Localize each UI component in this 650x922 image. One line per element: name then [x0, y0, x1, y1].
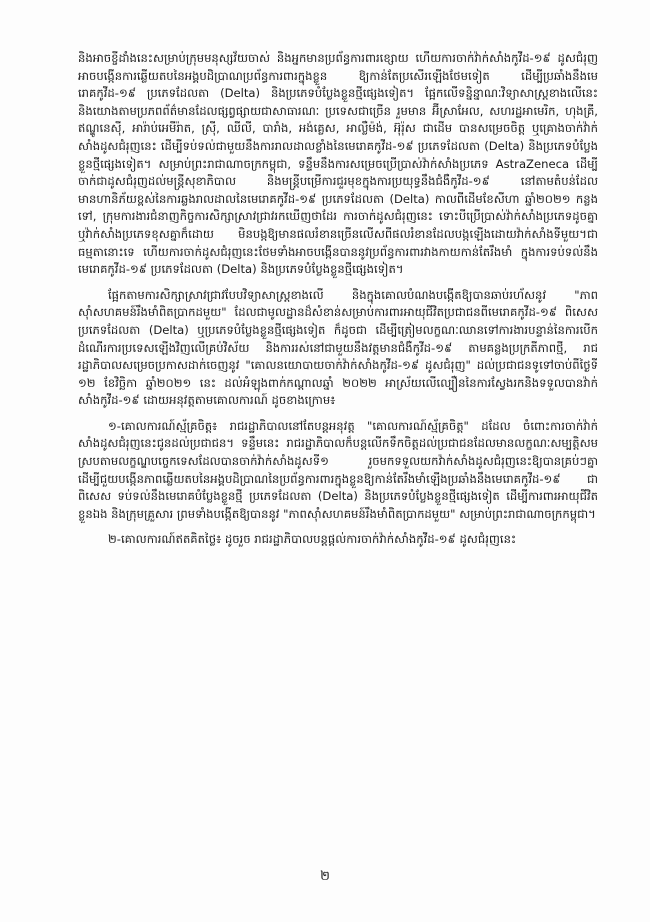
paragraph-principle-2: ២-គោលការណ៍ឥតគិតថ្លៃ៖ ដូចរួច រាជរដ្ឋាភិបាលបន្តផ្តល់ការចាក់វ៉ាក់សាំងកូវីដ-១៩ ដូសជំរុញនេះ	[108, 532, 517, 547]
paragraph-principle-1: ១-គោលការណ៍ស្ម័គ្រចិត្ត៖ រាជរដ្ឋាភិបាលនៅតែបន្តអនុវត្ត "គោលការណ៍ស្ម័គ្រចិត្ត" ដដែល ចំពោះការចាក់វ៉ាក់សាំងដូសជំរុញនេះជូនដល់ប្រជាជន។ ទន្ទឹមនេះ រាជរដ្ឋាភិបាលក៏បន្តលើកទឹកចិត្តដល់ប្រជាជនដែលមានលក្ខណៈសម្បត្តិសមស្របតាមលក្ខណ្ឌបច្ចេកទេសដែលបានចាក់វ៉ាក់សាំងដូសទី១ រួចមកទទួលយកវ៉ាក់សាំងដូសជំរុញនេះឱ្យបានគ្រប់ៗគ្នា ដើម្បីជួយបង្កើនភាពឆ្លើយតបនៃអង្គបដិប្រាណនៃប្រព័ន្ធការពារក្នុងខ្លួនឱ្យកាន់តែរឹងមាំឡើងប្រឆាំងនឹងមេរោគកូវីដ-១៩ ជាពិសេស ទប់ទល់នឹងមេរោគបំប្លែងខ្លួនថ្មី ប្រភេទដែលតា (Delta) និងប្រភេទបំប្លែងខ្លួនថ្មីផ្សេងទៀត ដើម្បីការពារអាយុជីវិតខ្លួនឯង និងក្រុមគ្រួសារ ព្រមទាំងបង្កើតឱ្យបាននូវ "ភាពស៊ាំសហគមន៍រឹងមាំពិតប្រាកដមួយ" សម្រាប់ព្រះរាជាណាចក្រកម្ពុជា។	[78, 418, 598, 521]
page-number: ២	[320, 869, 330, 884]
document-body	[78, 50, 598, 557]
paragraph-2: ផ្អែកតាមការសិក្សាស្រាវជ្រាវបែបវិទ្យាសាស្ត្រខាងលើ និងក្នុងគោលបំណងបង្កើតឱ្យបានឆាប់រហ័សនូវ "ភាពស៊ាំសហគមន៍រឹងមាំពិតប្រាកដមួយ" ដែលជាមូលដ្ឋានដ៏សំខាន់សម្រាប់ការពារអាយុជីវិតប្រជាជនពីមេរោគកូវីដ-១៩ ពិសេស ប្រភេទដែលតា (Delta) ឬប្រភេទបំប្លែងខ្លួនថ្មីផ្សេងទៀត ក៏ដូចជា ដើម្បីត្រៀមលក្ខណៈឈានទៅការងារបន្ទាន់នៃការបើកដំណើរការប្រទេសឡើងវិញលើគ្រប់វិស័យ និងការរស់នៅជាមួយនឹងវត្តមានជំងឺកូវីដ-១៩ តាមគន្លងប្រក្រតីភាពថ្មី, រាជរដ្ឋាភិបាលសម្រេចប្រកាសដាក់ចេញនូវ "គោលនយោបាយចាក់វ៉ាក់សាំងកូវីដ-១៩ ដូសជំរុញ" ដល់ប្រជាជនទូទៅចាប់ពីថ្ងៃទី ១២ ខែវិច្ឆិកា ឆ្នាំ២០២១ នេះ ដល់អំឡុងពាក់កណ្តាលឆ្នាំ ២០២២ អាស្រ័យលើល្បឿននៃការស្វែងរកនិងទទួលបានវ៉ាក់សាំងកូវីដ-១៩ ដោយអនុវត្តតាមគោលការណ៍ ដូចខាងក្រោម៖	[78, 287, 598, 408]
paragraph-1: និងអាចខ្ចីដាំងនេះសម្រាប់ក្រុមមនុស្សវ័យចាស់ និងអ្នកមានប្រព័ន្ធការពារខ្សោយ ហើយការចាក់វ៉ាក់សាំងកូវីដ-១៩ ដូសជំរុញ អាចបង្កើនការឆ្លើយតបនៃអង្គបដិប្រាណប្រព័ន្ធការពារក្នុងខ្លួន ឱ្យកាន់តែប្រសើរឡើងថែមទៀត ដើម្បីប្រឆាំងនឹងមេរោគកូវីដ-១៩ ប្រភេទដែលតា (Delta) និងប្រភេទបំប្លែងខ្លួនថ្មីផ្សេងទៀត។ ផ្អែកលើទន្និន្នាណៈវិទ្យាសាស្ត្រខាងលើនេះ និងយោងតាមប្រភពព័ត៌មានដែលផ្សព្វផ្សាយជាសាធារណៈ ប្រទេសជាច្រើន រួមមាន អ៊ីស្រាអែល, សហរដ្ឋអាមេរិក, ហុងគ្រី, ឥណ្ឌូនេស៊ី, អារ៉ាប់អេមីរ៉ាត, ស្រ៊ី, ឈីលី, បារាំង, អង់គ្លេស, អាល្លឺម៉ង់, អ៊ុរ៉ុស ជាដើម បានសម្រេចចិត្ត ឬគ្រោងចាក់វ៉ាក់សាំងដូសជំរុញនេះ ដើម្បីទប់ទល់ជាមួយនឹងការរាលដាលខ្លាំងនៃមេរោគកូវីដ-១៩ ប្រភេទដែលតា (Delta) និងប្រភេទបំប្លែងខ្លួនថ្មីផ្សេងទៀត។ សម្រាប់ព្រះរាជាណាចក្រកម្ពុជា, ទន្ទឹមនឹងការសម្រេចប្រើប្រាស់វ៉ាក់សាំងប្រភេទ AstraZeneca ដើម្បីចាក់ជាដូសជំរុញដល់មន្ត្រីសុខាភិបាល និងមន្ត្រីបម្រើការជួរមុខក្នុងការប្រយុទ្ធនឹងជំងឺកូវីដ-១៩ នៅតាមតំបន់ដែលមានហានិភ័យខ្ពស់នៃការឆ្លងរាលដាលនៃមេរោគកូវីដ-១៩ ប្រភេទដែលតា (Delta) កាលពីដើមខែសីហា ឆ្នាំ២០២១ កន្លងទៅ, ក្រុមការងារជំនាញកិច្ចការសិក្សាស្រាវជ្រាវរកឃើញថាដែរ ការចាក់ដូសជំរុញនេះ ទោះបីប្រើប្រាស់វ៉ាក់សាំងប្រភេទដូចគ្នា ឬវ៉ាក់សាំងប្រភេទខុសគ្នាក៏ដោយ មិនបង្កឱ្យមានផលរំខានច្រើនលើសពីផលរំខានដែលបង្កឡើងដោយវ៉ាក់សាំងទីមួយ។ជាធម្មតានោះទេ ហើយការចាក់ដូសជំរុញនេះថែមទាំងអាចបង្កើនបាននូវប្រព័ន្ធការពារវាងកាយកាន់តែរឹងមាំ ក្នុងការទប់ទល់នឹងមេរោគកូវីដ-១៩ ប្រភេទដែលតា (Delta) និងប្រភេទបំប្លែងខ្លួនថ្មីផ្សេងទៀត។	[78, 51, 598, 277]
